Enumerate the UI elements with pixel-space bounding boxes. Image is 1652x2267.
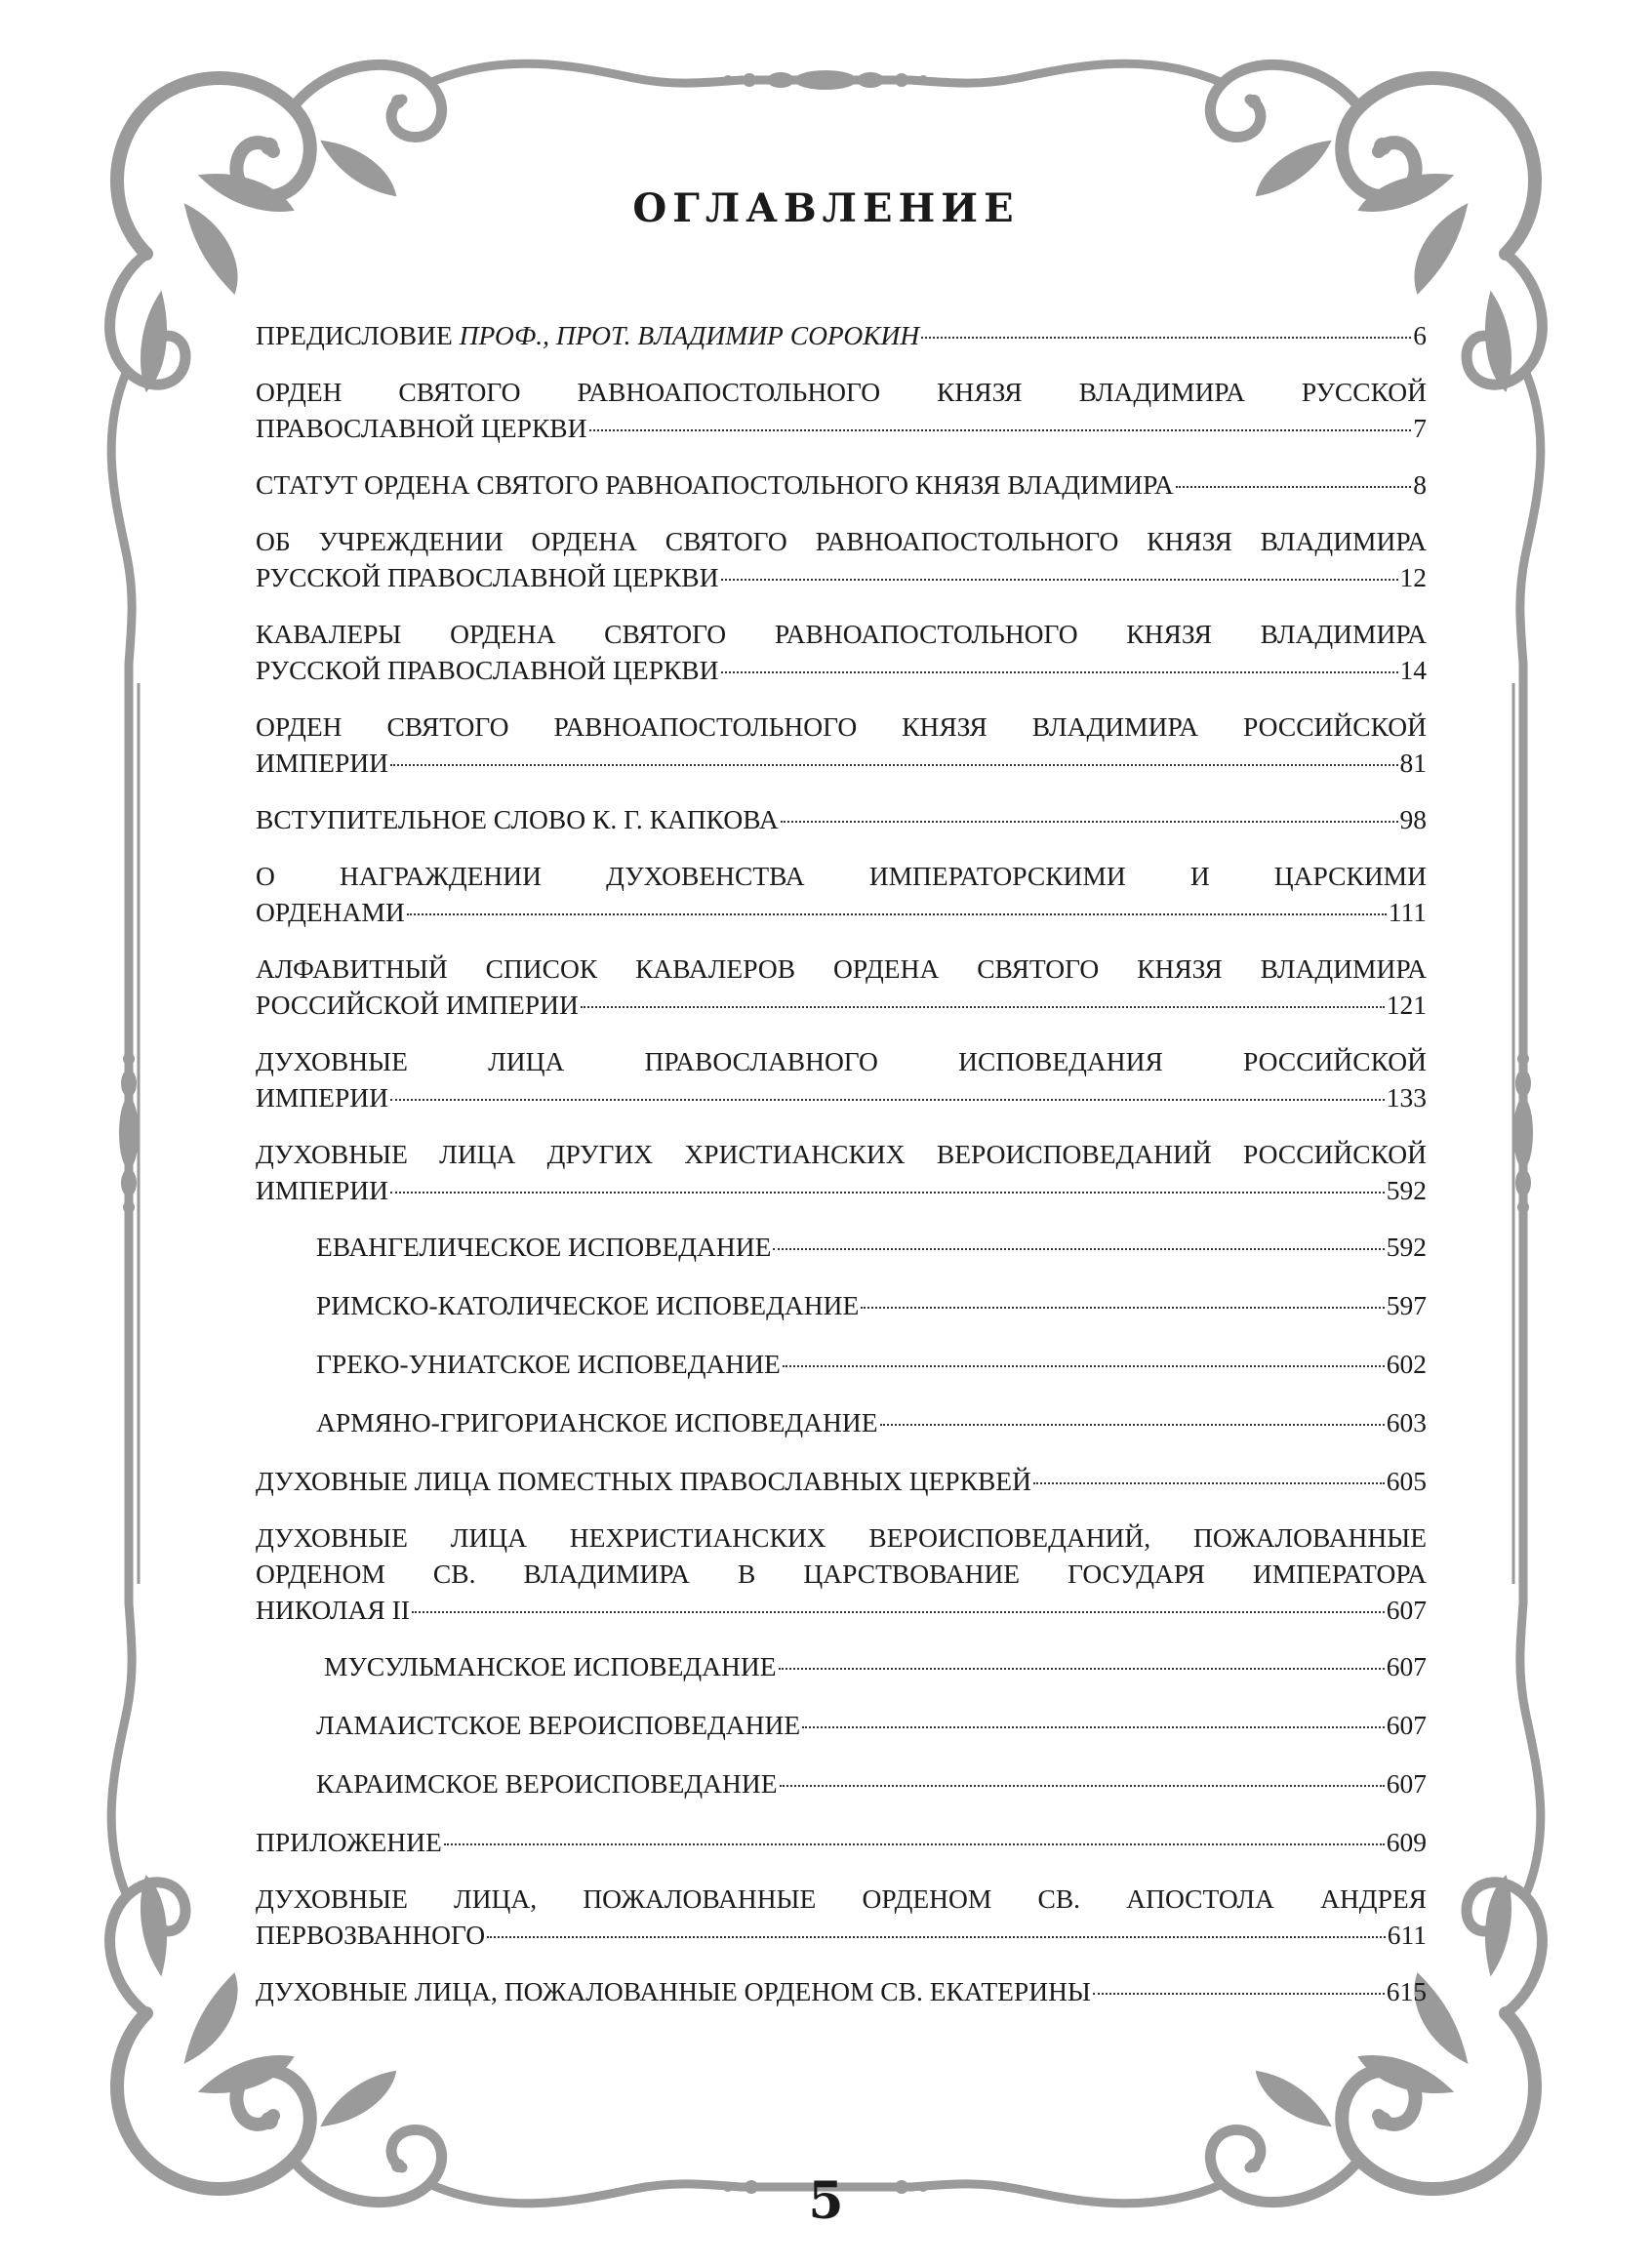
toc-entry[interactable] [256, 1136, 1427, 1208]
toc-subentry[interactable] [324, 1648, 1427, 1684]
dot-leader [781, 821, 1398, 823]
toc-entry-title-text: ПРЕДИСЛОВИЕ [256, 320, 460, 350]
toc-entry-title [256, 745, 388, 781]
dot-leader [780, 1785, 1385, 1787]
toc-entry-author: ПРОФ., ПРОТ. ВЛАДИМИР СОРОКИН [459, 320, 920, 350]
toc-page-number: 6 [1413, 320, 1427, 350]
dot-leader [444, 1843, 1385, 1845]
dot-leader [880, 1424, 1385, 1426]
dot-leader [589, 429, 1412, 431]
toc-page-number: 611 [1387, 1920, 1427, 1950]
toc-entry[interactable] [256, 1519, 1427, 1628]
dot-leader [1093, 1993, 1385, 1995]
toc-page-number: 111 [1388, 897, 1427, 927]
toc-entry-title-line: ДУХОВНЫЕ ЛИЦА НЕХРИСТИАНСКИХ ВЕРОИСПОВЕДАНИЙ, ПОЖАЛОВАННЫЕ [256, 1522, 1427, 1553]
toc-entry[interactable] [256, 1824, 1427, 1860]
toc-entry-title [256, 1172, 388, 1208]
dot-leader [407, 913, 1387, 915]
toc-entry-title-text: ДУХОВНЫЕ ЛИЦА, ПОЖАЛОВАННЫЕ ОРДЕНОМ СВ. ЕКАТЕРИНЫ [256, 1976, 1091, 2006]
toc-entry-title-text: РИМСКО-КАТОЛИЧЕСКОЕ ИСПОВЕДАНИЕ [316, 1290, 860, 1320]
toc-entry-title [256, 1917, 485, 1953]
toc-entry-title [316, 1287, 859, 1323]
dot-leader [721, 671, 1398, 673]
toc-page-number: 98 [1399, 804, 1427, 834]
toc-entry-title [256, 1079, 388, 1115]
toc-entry-title-line: ОРДЕНОМ СВ. ВЛАДИМИРА В ЦАРСТВОВАНИЕ ГОСУДАРЯ ИМПЕРАТОРА [256, 1559, 1427, 1589]
toc-entry[interactable] [256, 466, 1427, 503]
toc-entry[interactable] [256, 801, 1427, 837]
toc-entry-title-line: ОРДЕН СВЯТОГО РАВНОАПОСТОЛЬНОГО КНЯЗЯ ВЛАДИМИРА РОССИЙСКОЙ [256, 711, 1427, 742]
toc-entry[interactable] [256, 1463, 1427, 1499]
toc-entry-title [324, 1648, 777, 1684]
toc-entry-title [256, 987, 579, 1023]
toc-entry-title-line: ДУХОВНЫЕ ЛИЦА, ПОЖАЛОВАННЫЕ ОРДЕНОМ СВ. АПОСТОЛА АНДРЕЯ [256, 1883, 1427, 1914]
toc-entry-title-line: ОБ УЧРЕЖДЕНИИ ОРДЕНА СВЯТОГО РАВНОАПОСТОЛЬНОГО КНЯЗЯ ВЛАДИМИРА [256, 526, 1427, 556]
toc-entry[interactable] [256, 523, 1427, 595]
dot-leader [390, 1099, 1385, 1101]
toc-entry-title [256, 1824, 442, 1860]
toc-entry-title-text: ГРЕКО-УНИАТСКОЕ ИСПОВЕДАНИЕ [316, 1349, 781, 1379]
toc-subentry[interactable] [316, 1765, 1427, 1801]
dot-leader [487, 1936, 1386, 1938]
toc-page-number: 607 [1386, 1595, 1427, 1625]
toc-subentry[interactable] [316, 1404, 1427, 1440]
toc-entry-title-text: ДУХОВНЫЕ ЛИЦА ПОМЕСТНЫХ ПРАВОСЛАВНЫХ ЦЕРКВЕЙ [256, 1466, 1031, 1496]
toc-entry-title [316, 1707, 800, 1743]
toc-entry-title [316, 1346, 781, 1382]
toc-page-number: 81 [1399, 748, 1427, 778]
table-of-contents [256, 317, 1427, 2030]
toc-entry-title-text: ПЕРВОЗВАННОГО [256, 1920, 486, 1950]
toc-entry-title-text: ПРАВОСЛАВНОЙ ЦЕРКВИ [256, 413, 587, 443]
dot-leader [412, 1611, 1385, 1613]
toc-subentry[interactable] [316, 1707, 1427, 1743]
toc-entry-title [256, 317, 919, 353]
toc-entry-title [256, 801, 779, 837]
toc-entry-title-text: ВСТУПИТЕЛЬНОЕ СЛОВО К. Г. КАПКОВА [256, 804, 779, 834]
toc-entry-title-line: КАВАЛЕРЫ ОРДЕНА СВЯТОГО РАВНОАПОСТОЛЬНОГО КНЯЗЯ ВЛАДИМИРА [256, 619, 1427, 649]
toc-page-number: 603 [1386, 1407, 1427, 1437]
toc-entry-title [316, 1229, 771, 1265]
toc-entry-title-line: ДУХОВНЫЕ ЛИЦА ПРАВОСЛАВНОГО ИСПОВЕДАНИЯ РОССИЙСКОЙ [256, 1046, 1427, 1076]
toc-entry-title-text: КАРАИМСКОЕ ВЕРОИСПОВЕДАНИЕ [316, 1768, 778, 1799]
toc-entry[interactable] [256, 374, 1427, 446]
dot-leader [390, 1192, 1385, 1194]
toc-entry-title [256, 652, 719, 688]
toc-page-number: 602 [1386, 1349, 1427, 1379]
dot-leader [783, 1365, 1385, 1367]
toc-entry-title-text: РОССИЙСКОЙ ИМПЕРИИ [256, 990, 579, 1020]
dot-leader [802, 1726, 1385, 1728]
dot-leader [1176, 486, 1411, 488]
toc-entry-title-text: ЕВАНГЕЛИЧЕСКОЕ ИСПОВЕДАНИЕ [316, 1232, 772, 1262]
toc-subentry[interactable] [316, 1287, 1427, 1323]
dot-leader [773, 1248, 1384, 1250]
toc-entry[interactable] [256, 708, 1427, 781]
toc-entry-title-line: ДУХОВНЫЕ ЛИЦА ДРУГИХ ХРИСТИАНСКИХ ВЕРОИСПОВЕДАНИЙ РОССИЙСКОЙ [256, 1139, 1427, 1169]
toc-entry-title-text: МУСУЛЬМАНСКОЕ ИСПОВЕДАНИЕ [324, 1651, 777, 1681]
toc-page-number: 121 [1386, 990, 1427, 1020]
toc-entry-title-line: ОРДЕН СВЯТОГО РАВНОАПОСТОЛЬНОГО КНЯЗЯ ВЛАДИМИРА РУССКОЙ [256, 377, 1427, 407]
toc-page-number: 607 [1386, 1710, 1427, 1740]
toc-page-number: 12 [1399, 562, 1427, 592]
toc-entry-title-text: ОРДЕНАМИ [256, 897, 405, 927]
toc-entry[interactable] [256, 1043, 1427, 1115]
toc-entry-title-text: ИМПЕРИИ [256, 748, 388, 778]
toc-entry[interactable] [256, 1973, 1427, 2009]
toc-subentry[interactable] [316, 1346, 1427, 1382]
toc-entry-title [256, 410, 587, 446]
dot-leader [390, 764, 1398, 766]
toc-entry-title-text: ИМПЕРИИ [256, 1175, 388, 1205]
toc-entry[interactable] [256, 317, 1427, 353]
toc-entry-title-line: О НАГРАЖДЕНИИ ДУХОВЕНСТВА ИМПЕРАТОРСКИМИ И ЦАРСКИМИ [256, 861, 1427, 891]
toc-page-number: 615 [1386, 1976, 1427, 2006]
toc-entry[interactable] [256, 1881, 1427, 1953]
toc-entry[interactable] [256, 616, 1427, 688]
toc-page-number: 597 [1386, 1290, 1427, 1320]
toc-entry-title-text: РУССКОЙ ПРАВОСЛАВНОЙ ЦЕРКВИ [256, 562, 719, 592]
toc-entry-title-text: РУССКОЙ ПРАВОСЛАВНОЙ ЦЕРКВИ [256, 655, 719, 685]
toc-entry-title [316, 1765, 778, 1801]
toc-entry-title [256, 466, 1174, 503]
dot-leader [581, 1006, 1385, 1008]
toc-page-number: 133 [1386, 1082, 1427, 1113]
toc-entry[interactable] [256, 858, 1427, 930]
toc-entry-title [256, 1592, 410, 1628]
toc-subentry[interactable] [316, 1229, 1427, 1265]
toc-entry-title-text: ЛАМАИСТСКОЕ ВЕРОИСПОВЕДАНИЕ [316, 1710, 801, 1740]
toc-entry-title-line: АЛФАВИТНЫЙ СПИСОК КАВАЛЕРОВ ОРДЕНА СВЯТОГО КНЯЗЯ ВЛАДИМИРА [256, 953, 1427, 984]
toc-entry-title-text: ИМПЕРИИ [256, 1082, 388, 1113]
toc-entry-title-text: ПРИЛОЖЕНИЕ [256, 1827, 442, 1857]
dot-leader [861, 1307, 1385, 1309]
dot-leader [1033, 1482, 1385, 1484]
toc-entry-title [316, 1404, 878, 1440]
toc-entry[interactable] [256, 951, 1427, 1023]
dot-leader [921, 337, 1411, 339]
toc-page-number: 14 [1399, 655, 1427, 685]
toc-entry-title [256, 894, 405, 930]
toc-page-number: 607 [1386, 1651, 1427, 1681]
toc-page-number: 8 [1413, 469, 1427, 500]
dot-leader [721, 579, 1398, 581]
page-number: 5 [808, 2171, 844, 2231]
toc-entry-title [256, 1973, 1091, 2009]
toc-page-number: 607 [1386, 1768, 1427, 1799]
toc-entry-title-text: СТАТУТ ОРДЕНА СВЯТОГО РАВНОАПОСТОЛЬНОГО КНЯЗЯ ВЛАДИМИРА [256, 469, 1174, 500]
toc-entry-title-text: АРМЯНО-ГРИГОРИАНСКОЕ ИСПОВЕДАНИЕ [316, 1407, 878, 1437]
toc-page-number: 592 [1386, 1175, 1427, 1205]
toc-entry-title-text: НИКОЛАЯ II [256, 1595, 410, 1625]
page-title: ОГЛАВЛЕНИЕ [632, 185, 1020, 231]
toc-page-number: 605 [1386, 1466, 1427, 1496]
dot-leader [779, 1668, 1385, 1670]
toc-entry-title [256, 559, 719, 595]
toc-page-number: 592 [1386, 1232, 1427, 1262]
toc-page-number: 609 [1386, 1827, 1427, 1857]
toc-entry-title [256, 1463, 1031, 1499]
toc-page-number: 7 [1413, 413, 1427, 443]
